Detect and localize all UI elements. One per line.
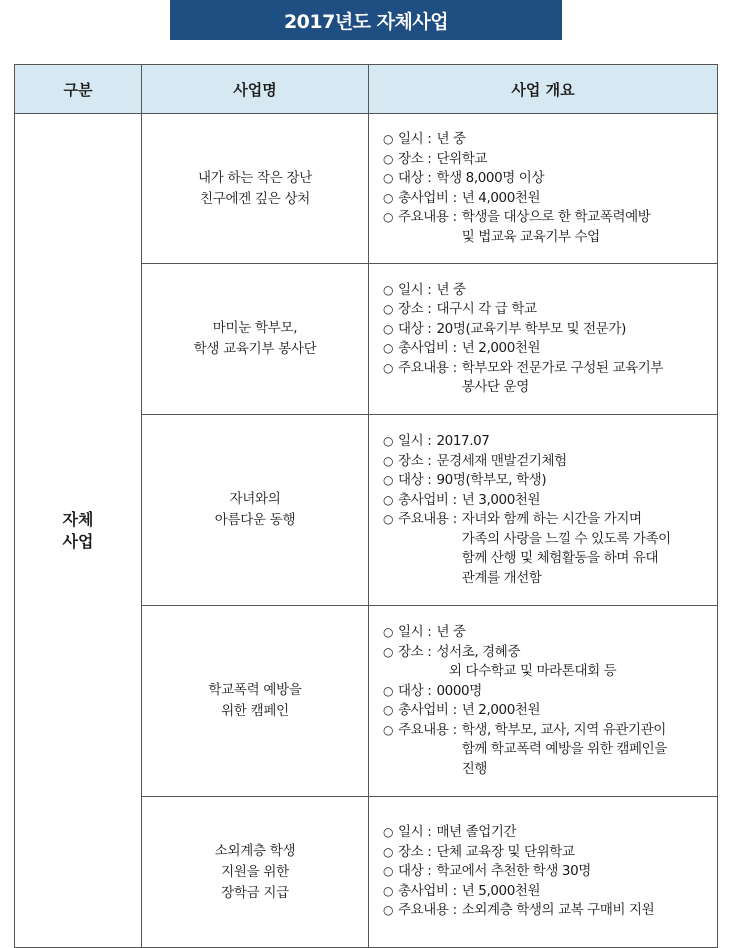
bullet-icon: ○ <box>383 190 394 205</box>
bullet-icon: ○ <box>383 473 394 487</box>
business-name-cell <box>142 797 369 948</box>
item-colon: : <box>427 320 432 337</box>
overview-item <box>383 150 709 170</box>
item-value-line: 학생을 대상으로 한 학교폭력예방 <box>461 209 651 225</box>
header-category: 구분 <box>15 65 142 114</box>
item-value-line: 및 법교육 교육기부 수업 <box>461 228 600 245</box>
bullet-icon: ○ <box>383 644 394 659</box>
item-value-line: 년 중 <box>436 281 466 298</box>
item-value-line: 단체 교육장 및 단위학교 <box>436 843 575 860</box>
business-name-line: 학교폭력 예방을 <box>208 682 302 698</box>
item-label: 총사업비 <box>398 491 449 508</box>
item-value <box>436 300 709 320</box>
bullet-icon: ○ <box>383 171 394 185</box>
business-name-line: 장학금 지급 <box>221 884 289 901</box>
item-value <box>462 208 709 247</box>
item-value <box>436 169 709 189</box>
item-value <box>436 452 709 472</box>
item-value <box>436 320 709 340</box>
item-value-line: 학교에서 추천한 학생 30명 <box>436 863 591 880</box>
item-value <box>436 281 709 301</box>
item-label: 대상 <box>398 682 424 699</box>
item-value-line: 가족의 사랑을 느낄 수 있도록 가족이 <box>461 530 671 547</box>
item-colon: : <box>452 491 457 508</box>
overview-cell <box>369 264 718 415</box>
item-value-line: 대구시 각 급 학교 <box>436 301 537 317</box>
overview-list <box>383 823 709 921</box>
overview-cell <box>369 606 718 797</box>
category-line: 자체 <box>62 509 94 529</box>
item-value <box>436 682 709 702</box>
item-colon: : <box>427 472 432 488</box>
item-value <box>462 882 709 902</box>
business-name-line: 지원을 위한 <box>221 863 289 880</box>
item-colon: : <box>452 702 457 718</box>
bullet-icon: ○ <box>383 903 394 918</box>
page-title: 2017년도 자체사업 <box>170 0 562 40</box>
item-value-line: 2017.07 <box>436 433 490 449</box>
item-value-line: 년 2,000천원 <box>461 340 541 356</box>
item-value <box>462 491 709 511</box>
business-name-line: 친구에겐 깊은 상처 <box>200 190 310 207</box>
item-colon: : <box>452 340 457 356</box>
item-colon: : <box>427 452 432 469</box>
item-value <box>436 471 709 491</box>
item-value-line: 매년 졸업기간 <box>436 824 517 841</box>
item-value-line: 년 중 <box>436 131 466 147</box>
overview-item <box>383 300 709 320</box>
item-label: 주요내용 <box>398 511 449 527</box>
item-label: 총사업비 <box>398 189 449 206</box>
item-value-line: 봉사단 운영 <box>461 379 529 395</box>
item-value-line: 진행 <box>461 760 488 777</box>
overview-item <box>383 432 709 452</box>
bullet-icon: ○ <box>383 625 394 639</box>
overview-item <box>383 281 709 301</box>
overview-item <box>383 862 709 882</box>
item-colon: : <box>427 682 432 699</box>
item-value <box>462 701 709 721</box>
item-colon: : <box>427 131 432 147</box>
overview-list <box>383 623 709 779</box>
bullet-icon: ○ <box>383 844 394 859</box>
overview-item <box>383 339 709 359</box>
item-value <box>436 823 709 843</box>
item-value <box>462 359 709 398</box>
item-value <box>436 643 709 663</box>
item-colon: : <box>427 170 432 186</box>
overview-cell <box>369 415 718 606</box>
item-value <box>462 901 709 921</box>
overview-item <box>383 130 709 150</box>
item-colon: : <box>427 281 432 298</box>
bullet-icon: ○ <box>383 434 394 448</box>
item-colon: : <box>427 643 432 660</box>
item-label: 총사업비 <box>398 882 449 899</box>
item-colon: : <box>427 824 432 841</box>
item-value <box>462 510 709 588</box>
item-colon: : <box>452 882 457 899</box>
business-name-cell <box>142 606 369 797</box>
item-colon: : <box>427 843 432 860</box>
business-name-line: 내가 하는 작은 장난 <box>198 169 312 186</box>
overview-item <box>383 189 709 209</box>
business-name-line: 소외계층 학생 <box>214 842 296 859</box>
item-colon: : <box>452 359 457 376</box>
overview-item <box>383 510 709 588</box>
item-value-line: 0000명 <box>436 682 482 699</box>
item-label: 장소 <box>398 150 424 167</box>
category-cell <box>15 114 142 948</box>
bullet-icon: ○ <box>383 883 394 898</box>
overview-item <box>383 721 709 780</box>
item-value <box>436 862 709 882</box>
bullet-icon: ○ <box>383 864 394 879</box>
item-colon: : <box>452 902 457 919</box>
table-row <box>15 114 718 264</box>
bullet-icon: ○ <box>383 512 394 526</box>
item-label: 주요내용 <box>398 359 449 376</box>
item-label: 장소 <box>398 643 424 660</box>
item-value-line: 학생 8,000명 이상 <box>436 170 545 186</box>
bullet-icon: ○ <box>383 151 394 166</box>
item-value-line: 관계를 개선함 <box>461 569 542 586</box>
item-value-line: 문경세재 맨발걷기체험 <box>436 452 567 469</box>
table-header-row <box>15 65 718 114</box>
item-label: 일시 <box>398 433 424 449</box>
overview-item-continuation <box>383 662 709 682</box>
bullet-icon: ○ <box>383 210 394 224</box>
overview-list <box>383 281 709 398</box>
bullet-icon: ○ <box>383 453 394 468</box>
item-value-line: 학생, 학부모, 교사, 지역 유관기관이 <box>461 721 666 738</box>
item-value-line: 20명(교육기부 학부모 및 전문가) <box>436 320 626 337</box>
overview-item <box>383 701 709 721</box>
overview-item <box>383 823 709 843</box>
item-label: 일시 <box>398 624 424 640</box>
item-value-line: 학부모와 전문가로 구성된 교육기부 <box>461 359 664 376</box>
item-label: 일시 <box>398 131 424 147</box>
item-colon: : <box>427 624 432 640</box>
item-value-line: 함께 학교폭력 예방을 위한 캠페인을 <box>461 741 667 757</box>
business-name-cell <box>142 415 369 606</box>
item-value-line: 단위학교 <box>436 150 488 167</box>
item-value <box>462 189 709 209</box>
overview-item <box>383 491 709 511</box>
business-name-line: 학생 교육기부 봉사단 <box>193 341 317 357</box>
item-colon: : <box>452 209 457 225</box>
item-value-line: 함께 산행 및 체험활동을 하며 유대 <box>461 550 659 566</box>
header-overview: 사업 개요 <box>369 65 718 114</box>
item-value-line: 성서초, 경혜중 <box>436 643 521 660</box>
overview-item <box>383 471 709 491</box>
item-label: 대상 <box>398 863 424 880</box>
business-name-line: 위한 캠페인 <box>221 703 289 719</box>
business-name-line: 마미눈 학부모, <box>212 320 298 336</box>
bullet-icon: ○ <box>383 282 394 297</box>
item-value-line: 소외계층 학생의 교복 구매비 지원 <box>461 902 655 919</box>
bullet-icon: ○ <box>383 703 394 717</box>
item-colon: : <box>452 721 457 738</box>
item-value <box>436 150 709 170</box>
item-colon: : <box>427 301 432 317</box>
overview-list <box>383 432 709 588</box>
overview-item <box>383 843 709 863</box>
overview-cell <box>369 114 718 264</box>
overview-item <box>383 359 709 398</box>
item-label: 일시 <box>398 824 424 841</box>
overview-item <box>383 623 709 643</box>
business-table <box>14 64 718 948</box>
item-label: 장소 <box>398 452 424 469</box>
item-colon: : <box>452 511 457 527</box>
item-label: 주요내용 <box>398 209 449 225</box>
item-colon: : <box>427 150 432 167</box>
item-label: 주요내용 <box>398 721 449 738</box>
item-label: 총사업비 <box>398 340 449 356</box>
item-value <box>436 623 709 643</box>
bullet-icon: ○ <box>383 492 394 507</box>
item-value <box>436 843 709 863</box>
item-value <box>462 339 709 359</box>
header-name: 사업명 <box>142 65 369 114</box>
bullet-icon: ○ <box>383 722 394 737</box>
item-value-line: 외 다수학교 및 마라톤대회 등 <box>449 663 617 679</box>
business-name-cell <box>142 114 369 264</box>
item-colon: : <box>427 863 432 880</box>
item-value-line: 90명(학부모, 학생) <box>436 472 547 488</box>
bullet-icon: ○ <box>383 683 394 698</box>
item-value-line: 자녀와 함께 하는 시간을 가지며 <box>461 511 642 527</box>
overview-cell <box>369 797 718 948</box>
item-label: 총사업비 <box>398 702 449 718</box>
item-label: 대상 <box>398 472 424 488</box>
item-value <box>462 721 709 780</box>
bullet-icon: ○ <box>383 132 394 146</box>
overview-item <box>383 882 709 902</box>
item-value <box>436 130 709 150</box>
item-label: 주요내용 <box>398 902 449 919</box>
overview-list <box>383 130 709 247</box>
item-label: 대상 <box>398 320 424 337</box>
item-value-line: 년 2,000천원 <box>461 702 541 718</box>
item-value-line: 년 중 <box>436 624 466 640</box>
bullet-icon: ○ <box>383 341 394 355</box>
item-value-line: 년 3,000천원 <box>461 491 541 508</box>
business-name-line: 자녀와의 <box>229 491 281 507</box>
overview-item <box>383 682 709 702</box>
item-label: 장소 <box>398 301 424 317</box>
bullet-icon: ○ <box>383 825 394 840</box>
item-value-line: 년 4,000천원 <box>461 189 541 206</box>
item-colon: : <box>427 433 432 449</box>
bullet-icon: ○ <box>383 302 394 316</box>
item-value-line: 년 5,000천원 <box>461 882 541 899</box>
category-line: 사업 <box>62 531 94 551</box>
overview-item <box>383 452 709 472</box>
overview-item <box>383 320 709 340</box>
item-label: 장소 <box>398 843 424 860</box>
overview-item <box>383 643 709 663</box>
item-value <box>436 432 709 452</box>
overview-item <box>383 208 709 247</box>
business-name-cell <box>142 264 369 415</box>
item-label: 대상 <box>398 170 424 186</box>
overview-item <box>383 901 709 921</box>
business-name-line: 아름다운 동행 <box>214 512 296 528</box>
bullet-icon: ○ <box>383 360 394 375</box>
item-label: 일시 <box>398 281 424 298</box>
bullet-icon: ○ <box>383 321 394 336</box>
item-colon: : <box>452 189 457 206</box>
overview-item <box>383 169 709 189</box>
